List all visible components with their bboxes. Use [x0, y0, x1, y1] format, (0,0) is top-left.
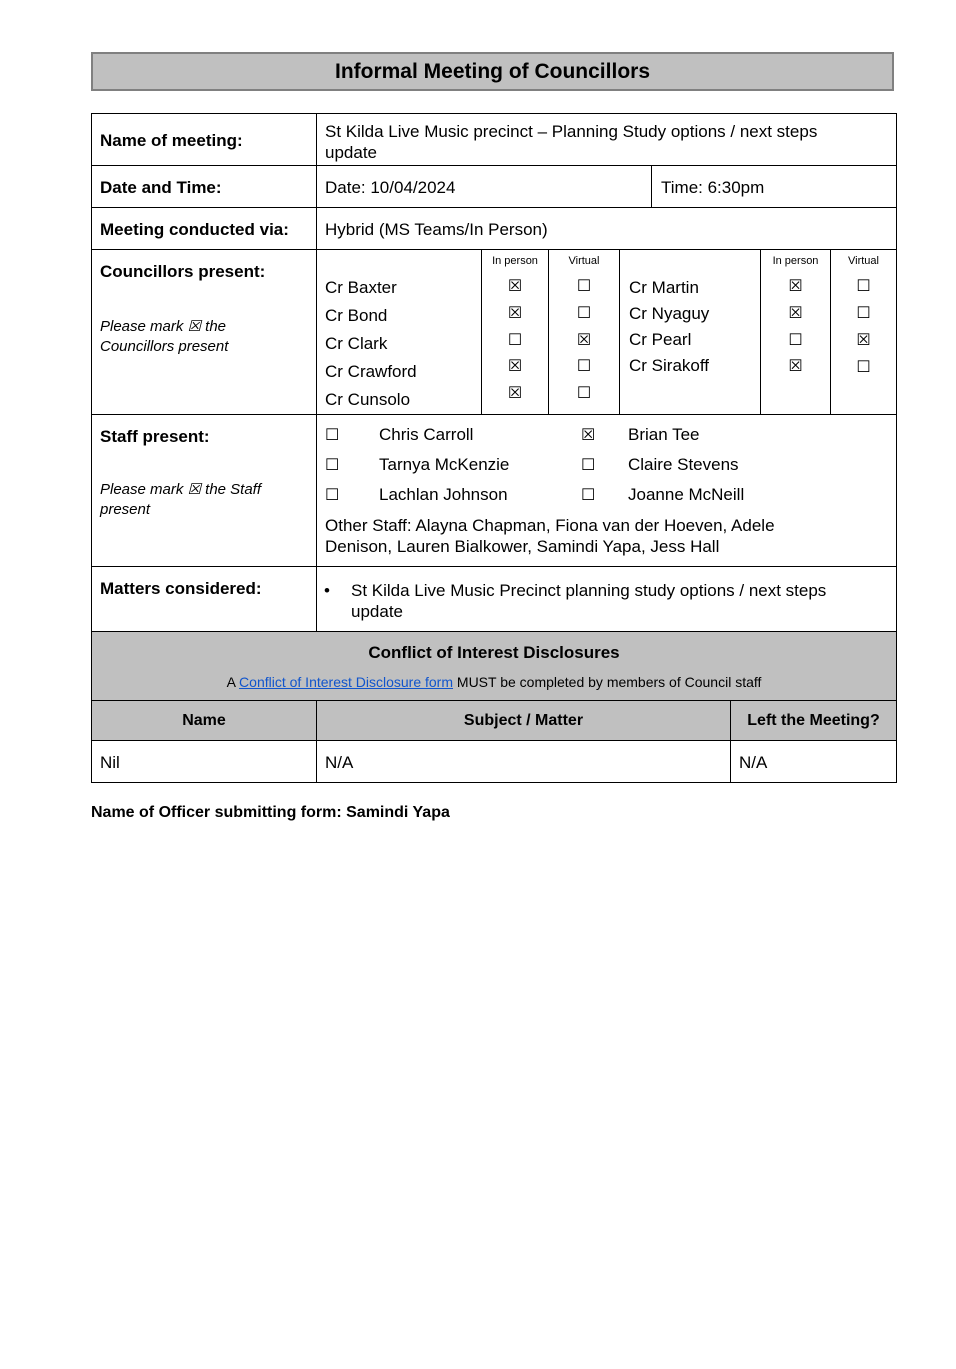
conducted-via-label: Meeting conducted via:: [100, 220, 289, 239]
conflict-row-name: Nil: [100, 753, 120, 772]
document-title-bar: [91, 52, 894, 91]
col-virtual-left: Virtual: [568, 255, 600, 267]
checkbox-in-person[interactable]: ☒: [788, 278, 803, 295]
councillor-name: Cr Cunsolo: [325, 390, 411, 409]
staff-name: Lachlan Johnson: [379, 485, 508, 504]
matters-item: [351, 580, 891, 622]
staff-checkbox[interactable]: ☐: [581, 487, 596, 504]
checkbox-virtual[interactable]: ☐: [576, 305, 592, 322]
staff-checkbox[interactable]: ☐: [325, 427, 340, 444]
conflict-subtext-suffix: MUST be completed by members of Council staff: [453, 674, 762, 690]
councillor-name: Cr Crawford: [325, 362, 417, 381]
checkbox-virtual[interactable]: ☐: [856, 305, 871, 322]
col-header-name: Name: [182, 712, 226, 729]
councillor-name: Cr Sirakoff: [629, 356, 709, 375]
matters-item-line-1: St Kilda Live Music Precinct planning study options / next steps: [351, 581, 827, 600]
councillor-name: Cr Pearl: [629, 330, 692, 349]
staff-present-label: Staff present:: [100, 427, 210, 446]
conflict-heading: Conflict of Interest Disclosures: [368, 643, 620, 662]
staff-checkbox[interactable]: ☐: [325, 487, 340, 504]
name-of-meeting-line-2: update: [325, 143, 377, 162]
col-header-left-meeting: Left the Meeting?: [747, 712, 880, 729]
checkbox-virtual[interactable]: ☐: [856, 359, 871, 376]
other-staff: [325, 515, 890, 557]
councillor-name: Cr Baxter: [325, 278, 397, 297]
other-staff-line-2: Denison, Lauren Bialkower, Samindi Yapa, Jess Hall: [325, 537, 720, 556]
staff-checkbox[interactable]: ☐: [325, 457, 340, 474]
checkbox-in-person[interactable]: ☒: [507, 385, 523, 402]
date-value: Date: 10/04/2024: [325, 178, 456, 197]
name-of-meeting-line-1: St Kilda Live Music precinct – Planning Study options / next steps: [325, 122, 818, 141]
checkbox-in-person[interactable]: ☒: [507, 358, 523, 375]
col-in-person-left: In person: [492, 255, 538, 267]
date-time-label: Date and Time:: [100, 178, 222, 197]
councillors-note-line-1: Please mark ☒ the: [100, 318, 226, 335]
staff-name: Brian Tee: [628, 425, 700, 444]
checkbox-virtual[interactable]: ☐: [856, 278, 871, 295]
checkbox-virtual[interactable]: ☐: [576, 278, 592, 295]
staff-name: Joanne McNeill: [628, 485, 745, 504]
checkbox-in-person[interactable]: ☒: [788, 358, 803, 375]
councillors-note: [100, 317, 228, 357]
conflict-row-left-meeting: N/A: [739, 753, 768, 772]
checkbox-in-person[interactable]: ☒: [788, 305, 803, 322]
time-value: Time: 6:30pm: [661, 178, 765, 197]
councillors-present-label: Councillors present:: [100, 262, 266, 281]
councillor-name: Cr Clark: [325, 334, 388, 353]
checkbox-virtual[interactable]: ☐: [576, 385, 592, 402]
name-of-meeting-label: Name of meeting:: [100, 131, 243, 150]
councillor-name: Cr Bond: [325, 306, 388, 325]
conflict-disclosure-form-link[interactable]: Conflict of Interest Disclosure form: [239, 674, 454, 690]
checkbox-virtual[interactable]: ☒: [576, 332, 592, 349]
checkbox-in-person[interactable]: ☐: [507, 332, 523, 349]
matters-item-line-2: update: [351, 602, 403, 621]
staff-checkbox[interactable]: ☐: [581, 457, 596, 474]
submitting-officer: Name of Officer submitting form: Samindi Yapa: [91, 804, 450, 821]
conflict-subtext-prefix: A: [226, 674, 240, 690]
checkbox-virtual[interactable]: ☐: [576, 358, 592, 375]
councillor-name: Cr Nyaguy: [629, 304, 710, 323]
staff-name: Chris Carroll: [379, 425, 474, 444]
staff-checkbox[interactable]: ☒: [581, 427, 596, 444]
col-in-person-right: In person: [772, 255, 819, 267]
staff-note-line-1: Please mark ☒ the Staff: [100, 481, 262, 498]
councillor-name: Cr Martin: [629, 278, 699, 297]
staff-name: Claire Stevens: [628, 455, 739, 474]
col-virtual-right: Virtual: [848, 255, 879, 267]
checkbox-in-person[interactable]: ☒: [507, 305, 523, 322]
other-staff-line-1: Other Staff: Alayna Chapman, Fiona van der Hoeven, Adele: [325, 516, 775, 535]
matters-considered-label: Matters considered:: [100, 579, 262, 598]
councillors-note-line-2: Councillors present: [100, 338, 229, 355]
checkbox-in-person[interactable]: ☒: [507, 278, 523, 295]
conflict-row-subject: N/A: [325, 753, 354, 772]
name-of-meeting-value: [325, 121, 890, 163]
matters-bullet: •: [324, 581, 330, 600]
conducted-via-value: Hybrid (MS Teams/In Person): [325, 220, 548, 239]
checkbox-virtual[interactable]: ☒: [856, 332, 871, 349]
conflict-subtext: [92, 674, 896, 690]
staff-name: Tarnya McKenzie: [379, 455, 510, 474]
document-title: Informal Meeting of Councillors: [334, 59, 650, 83]
col-header-subject: Subject / Matter: [463, 712, 584, 729]
checkbox-in-person[interactable]: ☐: [788, 332, 803, 349]
staff-note: [100, 480, 261, 520]
staff-note-line-2: present: [100, 501, 151, 518]
